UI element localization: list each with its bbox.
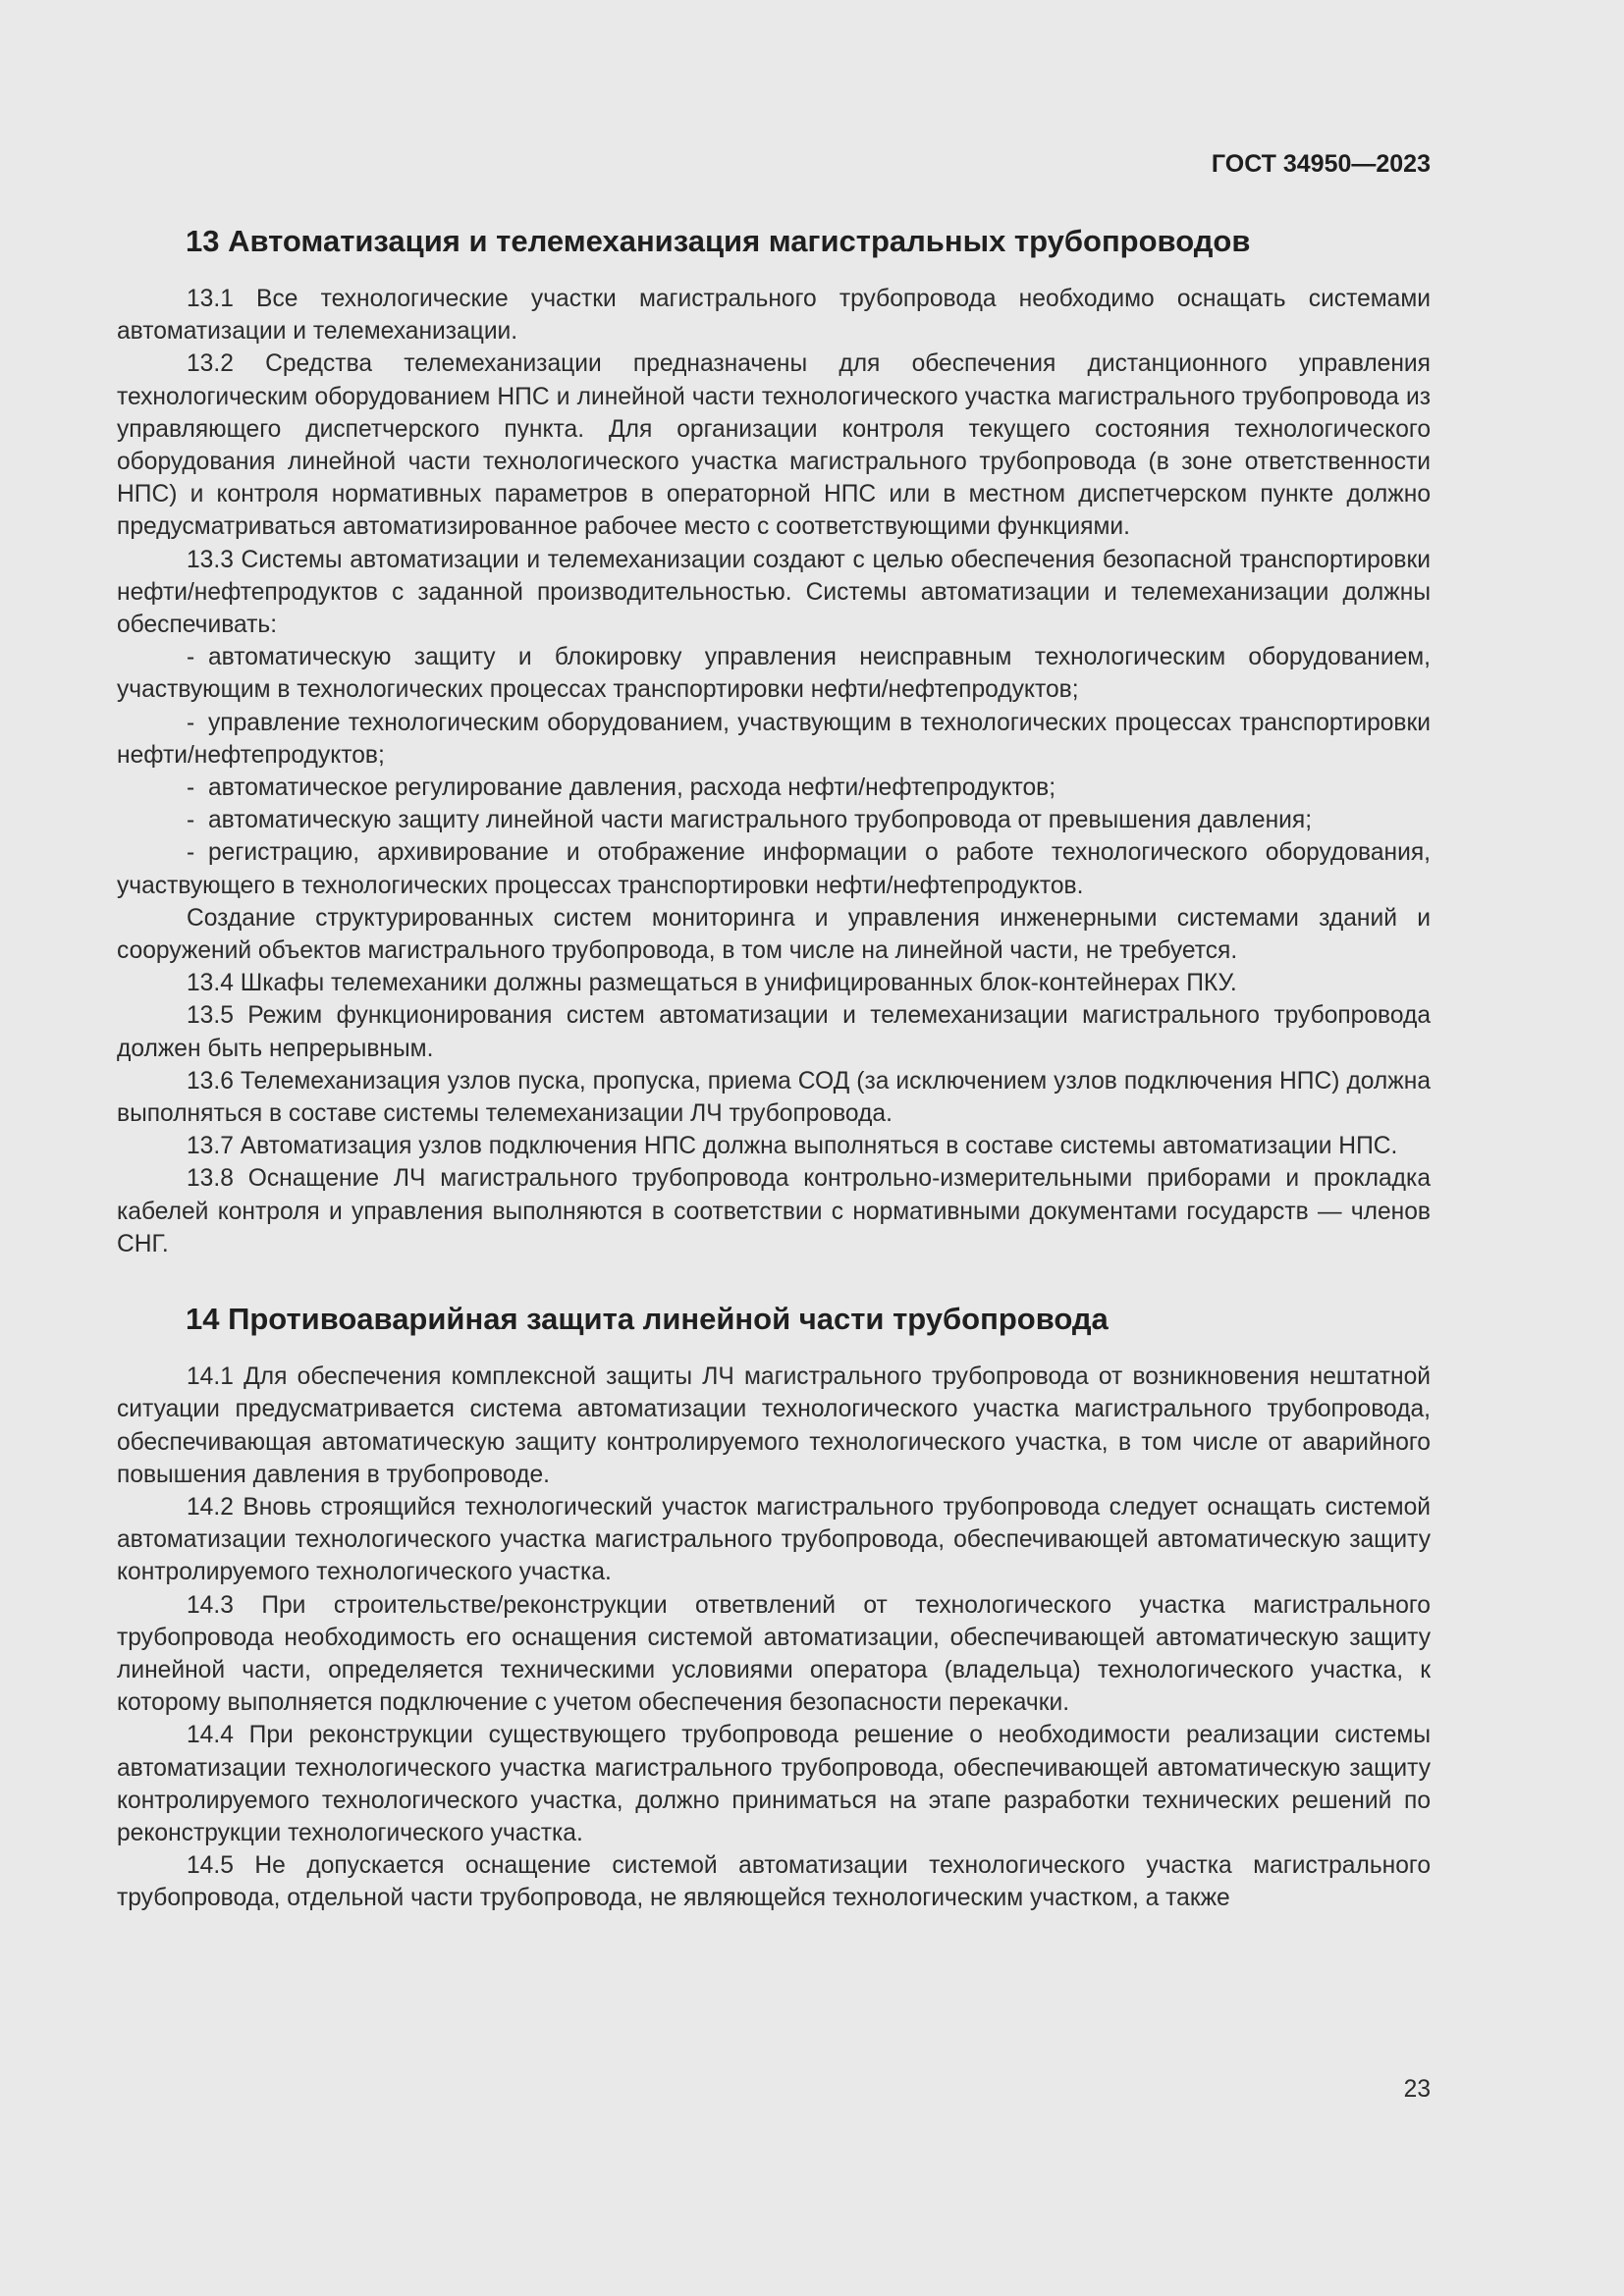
paragraph-14-3: 14.3 При строительстве/реконструкции ответвлений от технологического участка магистрального трубопровода необходимость его оснащения системой автоматизации, обеспечивающей автоматическую защиту линейной части, определяется техническими условиями оператора (владельца) технологического участка, к которому выполняется подключение с учетом обеспечения безопасности перекачки. [117, 1591, 1431, 1717]
page-number: 23 [1403, 2076, 1431, 2103]
list-dash: - [187, 839, 195, 867]
list-item-text: автоматическую защиту линейной части магистрального трубопровода от превышения давления; [208, 807, 1313, 834]
document-code-header: ГОСТ 34950—2023 [1211, 150, 1431, 178]
list-item-text: автоматическую защиту и блокировку управления неисправным технологическим оборудованием, участвующим в технологических процессах транспортировки нефти/нефтепродуктов; [117, 644, 1431, 704]
list-dash: - [187, 644, 195, 671]
paragraph-14-4: 14.4 При реконструкции существующего трубопровода решение о необходимости реализации системы автоматизации технологического участка магистрального трубопровода, обеспечивающей автоматическую защиту контролируемого технологического участка, должно приниматься на этапе разработки технических решений по реконструкции технологического участка. [117, 1722, 1431, 1846]
paragraph-13-2: 13.2 Средства телемеханизации предназначены для обеспечения дистанционного управления технологическим оборудованием НПС и линейной части технологического участка магистрального трубопровода из управляющего диспетчерского пункта. Для организации контроля текущего состояния технологического оборудования линейной части технологического участка магистрального трубопровода (в зоне ответственности НПС) и контроля нормативных параметров в операторной НПС или в местном диспетчерском пункте должно предусматриваться автоматизированное рабочее место с соответствующими функциями. [117, 350, 1431, 541]
list-item [117, 707, 1431, 772]
list-item [117, 641, 1431, 706]
list-item [117, 836, 1431, 901]
section-13-heading: 13 Автоматизация и телемеханизация магистральных трубопроводов [186, 224, 1251, 258]
paragraph-13-8: 13.8 Оснащение ЛЧ магистрального трубопровода контрольно-измерительными приборами и прокладка кабелей контроля и управления выполняются в соответствии с нормативными документами государств — членов СНГ. [117, 1165, 1431, 1257]
list-dash: - [187, 807, 195, 834]
section-14-heading: 14 Противоаварийная защита линейной части трубопровода [186, 1302, 1109, 1337]
paragraph-13-6: 13.6 Телемеханизация узлов пуска, пропуска, приема СОД (за исключением узлов подключения НПС) должна выполняться в составе системы телемеханизации ЛЧ трубопровода. [117, 1067, 1431, 1128]
paragraph-14-1: 14.1 Для обеспечения комплексной защиты ЛЧ магистрального трубопровода от возникновения нештатной ситуации предусматривается система автоматизации технологического участка магистрального трубопровода, обеспечивающая автоматическую защиту контролируемого технологического участка, в том числе от аварийного повышения давления в трубопроводе. [117, 1363, 1431, 1488]
page-content [117, 220, 1431, 1915]
list-item [117, 804, 1431, 836]
list-dash: - [187, 709, 195, 736]
paragraph-13-7: 13.7 Автоматизация узлов подключения НПС должна выполняться в составе системы автоматизации НПС. [187, 1133, 1398, 1160]
paragraph-13-4: 13.4 Шкафы телемеханики должны размещаться в унифицированных блок-контейнерах ПКУ. [187, 970, 1237, 997]
list-item [117, 772, 1431, 804]
list-item-text: управление технологическим оборудованием, участвующим в технологических процессах транспортировки нефти/нефтепродуктов; [117, 709, 1431, 769]
paragraph-13-5: 13.5 Режим функционирования систем автоматизации и телемеханизации магистрального трубопровода должен быть непрерывным. [117, 1002, 1431, 1062]
list-dash: - [187, 774, 195, 802]
list-item-text: регистрацию, архивирование и отображение информации о работе технологического оборудования, участвующего в технологических процессах транспортировки нефти/нефтепродуктов. [117, 839, 1431, 899]
paragraph-14-2: 14.2 Вновь строящийся технологический участок магистрального трубопровода следует оснащать системой автоматизации технологического участка магистрального трубопровода, обеспечивающей автоматическую защиту контролируемого технологического участка. [117, 1493, 1431, 1586]
paragraph-13-1: 13.1 Все технологические участки магистрального трубопровода необходимо оснащать системами автоматизации и телемеханизации. [117, 286, 1431, 346]
list-item-text: автоматическое регулирование давления, расхода нефти/нефтепродуктов; [208, 774, 1056, 802]
paragraph-monitoring: Создание структурированных систем мониторинга и управления инженерными системами зданий и сооружений объектов магистрального трубопровода, в том числе на линейной части, не требуется. [117, 904, 1431, 965]
paragraph-14-5: 14.5 Не допускается оснащение системой автоматизации технологического участка магистрального трубопровода, отдельной части трубопровода, не являющейся технологическим участком, а также [117, 1852, 1431, 1912]
paragraph-13-3: 13.3 Системы автоматизации и телемеханизации создают с целью обеспечения безопасной транспортировки нефти/нефтепродуктов с заданной производительностью. Системы автоматизации и телемеханизации должны обеспечивать: [117, 546, 1431, 639]
